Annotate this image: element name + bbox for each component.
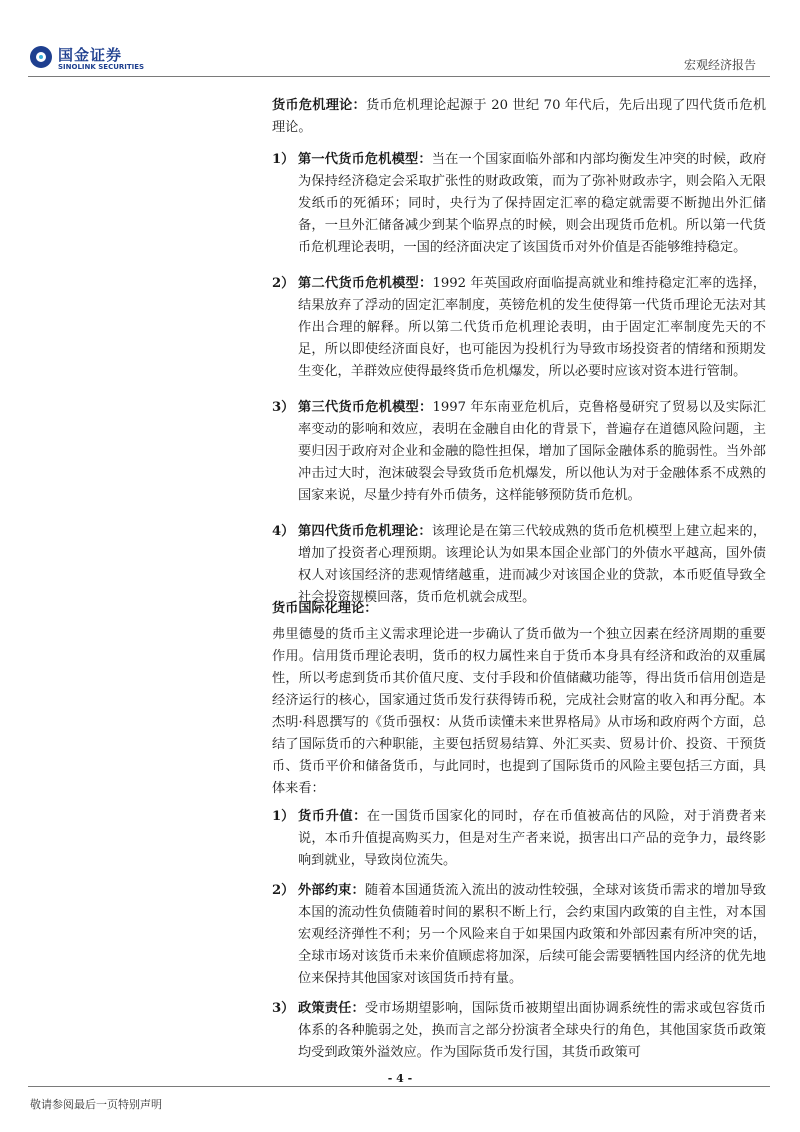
list-item	[272, 273, 766, 383]
crisis-intro-text: 货币危机理论起源于 20 世纪 70 年代后，先后出现了四代货币危机理论。	[272, 98, 767, 135]
list-item	[272, 397, 766, 507]
item-number: 3）	[272, 400, 295, 415]
crisis-intro	[272, 95, 766, 139]
item-title: 第一代货币危机模型：	[298, 152, 432, 167]
list-item	[272, 880, 766, 990]
footer-divider	[28, 1086, 770, 1087]
item-number: 3）	[272, 1001, 295, 1016]
item-number: 2）	[272, 276, 295, 291]
list-item	[272, 806, 766, 872]
crisis-heading: 货币危机理论：	[272, 98, 366, 113]
page-number: - 4 -	[387, 1072, 413, 1085]
logo-english-name: SINOLINK SECURITIES	[58, 63, 145, 71]
internationalization-section	[272, 598, 766, 1072]
item-text: 随着本国通货流入流出的波动性较强，全球对该货币需求的增加导致本国的流动性负债随着时间的累积不断上行，会约束国内政策的自主性，对本国宏观经济弹性不利；另一个风险来自于如果国内政策和外部因素有所冲突的话，全球市场对该货币未来价值顾虑将加深，后续可能会需要牺牲国内经济的优先地位来保持其他国家对该国货币持有量。	[298, 883, 767, 986]
section-intro: 弗里德曼的货币主义需求理论进一步确认了货币做为一个独立因素在经济周期的重要作用。信用货币理论表明，货币的权力属性来自于货币本身具有经济和政治的双重属性，所以考虑到货币其价值尺度、支付手段和价值储藏功能等，得出货币信用创造是经济运行的核心，国家通过货币发行获得铸币税，完成社会财富的收入和再分配。本杰明·科恩撰写的《货币强权：从货币读懂未来世界格局》从市场和政府两个方面，总结了国际货币的六种职能，主要包括贸易结算、外汇买卖、贸易计价、投资、干预货币、货币平价和储备货币，与此同时，也提到了国际货币的风险主要包括三方面，具体来看：	[272, 627, 766, 796]
risk-list	[272, 806, 766, 1064]
item-text: 该理论是在第三代较成熟的货币危机模型上建立起来的，增加了投资者心理预期。该理论认为如果本国企业部门的外债水平越高，国外债权人对该国经济的悲观情绪越重，进而减少对该国企业的贷款，本币贬值导致全社会投资规模回落，货币危机就会成型。	[298, 524, 767, 605]
list-item	[272, 521, 766, 609]
header-divider	[28, 76, 770, 77]
item-title: 第二代货币危机模型：	[298, 276, 433, 291]
item-text: 受市场期望影响，国际货币被期望出面协调系统性的需求或包容货币体系的各种脆弱之处，换而言之部分扮演者全球央行的角色，其他国家货币政策均受到政策外溢效应。作为国际货币发行国，其货币政策可	[298, 1001, 767, 1060]
item-title: 第三代货币危机模型：	[298, 400, 433, 415]
item-text: 1997 年东南亚危机后，克鲁格曼研究了贸易以及实际汇率变动的影响和效应，表明在金融自由化的背景下，普遍存在道德风险问题，主要归因于政府对企业和金融的隐性担保，增加了国际金融体系的脆弱性。当外部冲击过大时，泡沫破裂会导致货币危机爆发，所以他认为对于金融体系不成熟的国家来说，尽量少持有外币债务，这样能够预防货币危机。	[298, 400, 766, 503]
item-number: 1）	[272, 152, 295, 167]
company-logo	[30, 44, 160, 74]
item-title: 第四代货币危机理论：	[298, 524, 432, 539]
list-item	[272, 149, 766, 259]
crisis-model-list	[272, 149, 766, 609]
item-number: 4）	[272, 524, 295, 539]
page-header	[0, 0, 800, 80]
logo-mark-icon	[30, 46, 52, 68]
item-text: 在一国货币国家化的同时，存在币值被高估的风险，对于消费者来说，本币升值提高购买力，但是对生产者来说，损害出口产品的竞争力，最终影响到就业，导致岗位流失。	[298, 809, 767, 868]
item-text: 1992 年英国政府面临提高就业和维持稳定汇率的选择，结果放弃了浮动的固定汇率制度，英镑危机的发生使得第一代货币理论无法对其作出合理的解释。所以第二代货币危机理论表明，由于固定汇率制度先天的不足，所以即使经济面良好，也可能因为投机行为导致市场投资者的情绪和预期发生变化，羊群效应使得最终货币危机爆发，所以必要时应该对资本进行管制。	[298, 276, 766, 379]
logo-chinese-name: 国金证券	[58, 46, 123, 64]
crisis-theory-section	[272, 95, 766, 623]
disclaimer-note: 敬请参阅最后一页特别声明	[30, 1098, 162, 1111]
item-number: 2）	[272, 883, 295, 898]
item-title: 货币升值：	[298, 809, 367, 824]
item-number: 1）	[272, 809, 295, 824]
report-type-label: 宏观经济报告	[683, 58, 756, 72]
item-title: 政策责任：	[298, 1001, 365, 1016]
item-text: 当在一个国家面临外部和内部均衡发生冲突的时候，政府为保持经济稳定会采取扩张性的财政政策，而为了弥补财政赤字，则会陷入无限发纸币的死循环；同时，央行为了保持固定汇率的稳定就需要不断抛出外汇储备，一旦外汇储备减少到某个临界点的时候，则会出现货币危机。所以第一代货币危机理论表明，一国的经济面决定了该国货币对外价值是否能够维持稳定。	[298, 152, 767, 255]
item-title: 外部约束：	[298, 883, 365, 898]
list-item	[272, 998, 766, 1064]
section-title: 货币国际化理论：	[272, 601, 378, 616]
